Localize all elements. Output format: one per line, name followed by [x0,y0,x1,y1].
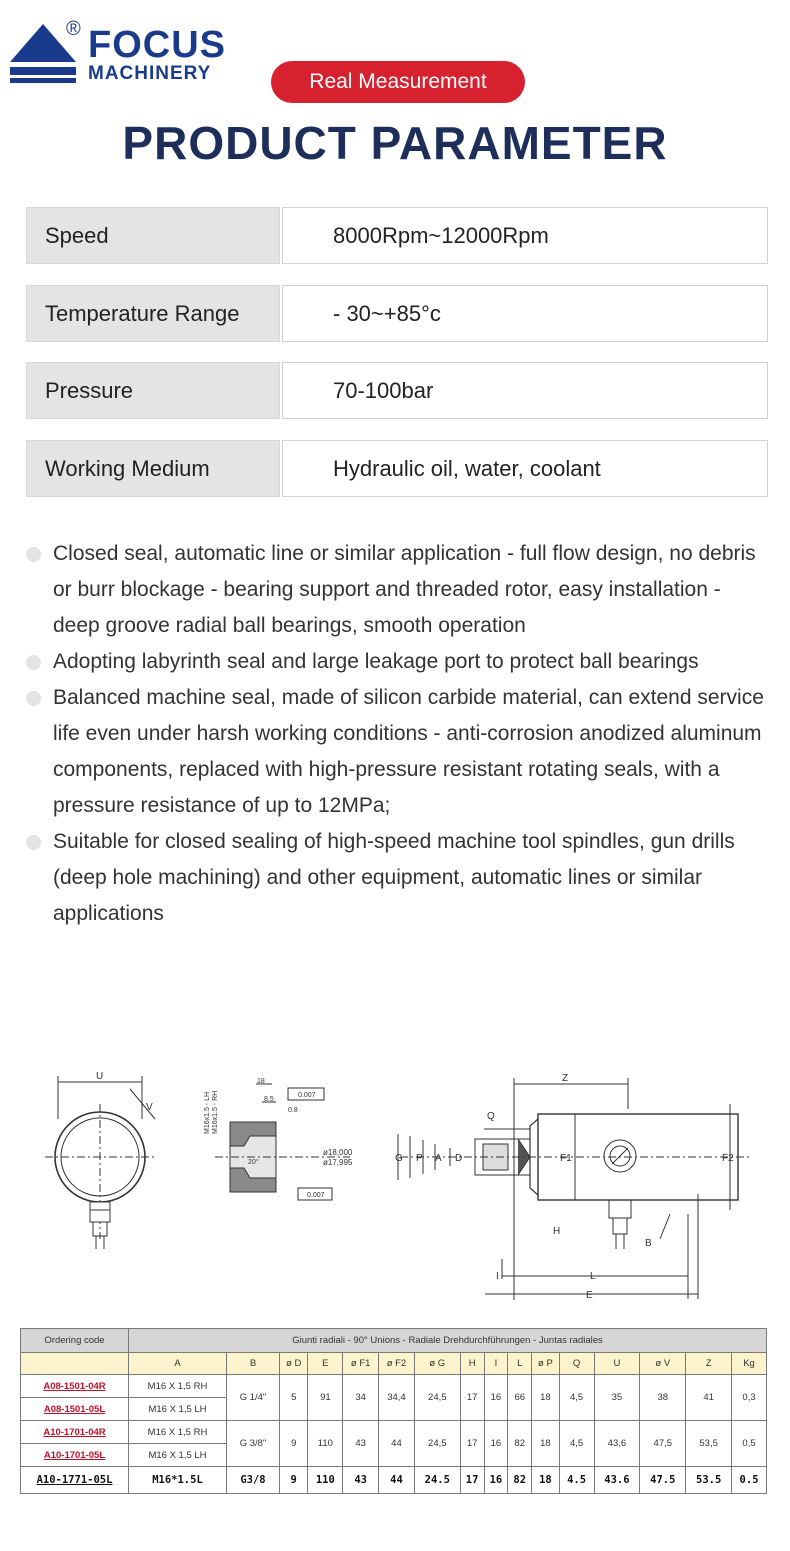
svg-text:M16x1.5 - RH: M16x1.5 - RH [212,1090,219,1134]
table-cell: 4,5 [559,1375,594,1421]
table-cell: 17 [460,1467,484,1494]
table-cell: 53.5 [686,1467,732,1494]
param-value: Hydraulic oil, water, coolant [282,440,768,497]
bullet-dot-icon [26,547,41,562]
svg-text:0.007: 0.007 [298,1092,316,1099]
column-header: ø D [280,1353,308,1375]
param-row-pressure [26,362,768,419]
feature-item: Suitable for closed sealing of high-speed machine tool spindles, gun drills (deep hole machining) and other equipment, automatic lines or similar applications [24,824,764,932]
side-section-view [395,1073,752,1301]
svg-text:E: E [586,1290,593,1301]
column-header: I [484,1353,508,1375]
param-value: 8000Rpm~12000Rpm [282,207,768,264]
table-cell: 24,5 [414,1421,460,1467]
ordering-code-link[interactable]: A08-1501-04R [21,1375,129,1398]
feature-item: Closed seal, automatic line or similar application - full flow design, no debris or burr blockage - bearing support and threaded rotor, easy installation - deep groove radial ball bearings, smooth operation [24,536,764,644]
table-cell: 44 [379,1421,415,1467]
feature-item: Balanced machine seal, made of silicon carbide material, can extend service life even under harsh working conditions - anti-corrosion anodized aluminum components, replaced with high-pressure resistant rotating seals, with a pressure resistance of up to 12MPa; [24,680,764,824]
feature-item: Adopting labyrinth seal and large leakage port to protect ball bearings [24,644,764,680]
page-title: PRODUCT PARAMETER [122,117,668,169]
column-header: ø P [532,1353,560,1375]
table-cell: 18 [532,1375,560,1421]
table-cell: 16 [484,1375,508,1421]
table-cell: 0,3 [732,1375,767,1421]
table-cell: 9 [280,1421,308,1467]
table-cell: 16 [484,1467,508,1494]
table-cell: 18 [532,1421,560,1467]
bullet-dot-icon [26,691,41,706]
svg-text:18: 18 [257,1078,265,1085]
column-header: Z [686,1353,732,1375]
table-cell: 24,5 [414,1375,460,1421]
table-cell: M16 X 1,5 RH [129,1421,227,1444]
table-cell: 82 [508,1421,532,1467]
table-cell: 0,5 [732,1421,767,1467]
brand-subname: MACHINERY [88,63,212,84]
svg-text:L: L [590,1271,596,1282]
ordering-code-header: Ordering code [21,1329,129,1353]
column-header: ø F1 [343,1353,379,1375]
svg-text:20°: 20° [248,1159,259,1166]
table-cell: 34,4 [379,1375,415,1421]
svg-text:B: B [645,1238,652,1249]
ordering-code-link[interactable]: A10-1701-05L [21,1444,129,1467]
real-measurement-badge: Real Measurement [271,61,525,103]
svg-text:G: G [395,1153,403,1164]
param-row-temperature [26,285,768,342]
param-row-speed [26,207,768,264]
table-cell: 35 [594,1375,640,1421]
table-cell: M16 X 1,5 RH [129,1375,227,1398]
table-cell: 4.5 [559,1467,594,1494]
param-label: Pressure [26,362,280,419]
svg-text:F2: F2 [722,1153,734,1164]
ordering-spec-table [20,1328,767,1494]
table-cell: 9 [280,1467,308,1494]
svg-text:ø18,000: ø18,000 [323,1148,353,1157]
param-value: 70-100bar [282,362,768,419]
column-header: ø G [414,1353,460,1375]
table-cell: M16*1.5L [129,1467,227,1494]
column-header: B [227,1353,280,1375]
svg-text:Z: Z [562,1073,569,1084]
svg-text:I: I [496,1271,499,1282]
table-cell: G 3/8" [227,1421,280,1467]
table-cell: G 1/4" [227,1375,280,1421]
table-cell: 16 [484,1421,508,1467]
table-cell: 5 [280,1375,308,1421]
table-cell: 47.5 [640,1467,686,1494]
table-group-header: Giunti radiali - 90° Unions - Radiale Drehdurchführungen - Juntas radiales [129,1329,767,1353]
feature-list [24,536,764,932]
table-cell: 43 [343,1467,379,1494]
brand-name: FOCUS [88,24,226,66]
table-cell: 17 [460,1375,484,1421]
svg-text:M16x1.5 - LH: M16x1.5 - LH [204,1091,211,1134]
param-label: Temperature Range [26,285,280,342]
table-cell: 43 [343,1421,379,1467]
technical-drawing [30,1064,770,1309]
svg-text:P: P [416,1153,423,1164]
front-view [45,1071,155,1249]
svg-text:H: H [553,1226,561,1237]
table-cell: 110 [308,1467,343,1494]
svg-text:D: D [455,1153,463,1164]
svg-text:0.8: 0.8 [288,1107,298,1114]
table-cell: 43,6 [594,1421,640,1467]
table-cell: 41 [686,1375,732,1421]
param-label: Speed [26,207,280,264]
table-cell: 43.6 [594,1467,640,1494]
svg-text:8.5: 8.5 [264,1096,274,1103]
brand-logo [8,18,253,88]
param-label: Working Medium [26,440,280,497]
column-header: E [308,1353,343,1375]
table-row [21,1421,767,1444]
table-cell: M16 X 1,5 LH [129,1398,227,1421]
bullet-dot-icon [26,835,41,850]
registered-mark: ® [66,18,81,40]
table-cell: 4,5 [559,1421,594,1467]
table-cell: 44 [379,1467,415,1494]
table-cell: 38 [640,1375,686,1421]
shaft-detail-view [204,1078,353,1200]
table-cell: 0.5 [732,1467,767,1494]
table-cell: 66 [508,1375,532,1421]
table-cell: 47,5 [640,1421,686,1467]
table-cell: 91 [308,1375,343,1421]
column-header-row [21,1353,767,1375]
column-header: A [129,1353,227,1375]
ordering-code-link[interactable]: A10-1771-05L [21,1467,129,1494]
param-row-medium [26,440,768,497]
svg-text:Q: Q [487,1111,495,1122]
table-cell: 24.5 [414,1467,460,1494]
table-cell: M16 X 1,5 LH [129,1444,227,1467]
table-cell: 53,5 [686,1421,732,1467]
column-header: Kg [732,1353,767,1375]
column-header: L [508,1353,532,1375]
table-cell: 34 [343,1375,379,1421]
svg-text:U: U [96,1071,104,1082]
table-cell: 82 [508,1467,532,1494]
column-header: ø V [640,1353,686,1375]
table-row [21,1467,767,1494]
table-cell: 17 [460,1421,484,1467]
svg-text:0.007: 0.007 [307,1192,325,1199]
svg-text:A: A [435,1153,442,1164]
column-header: U [594,1353,640,1375]
table-cell: G3/8 [227,1467,280,1494]
table-cell: 110 [308,1421,343,1467]
ordering-code-link[interactable]: A08-1501-05L [21,1398,129,1421]
svg-text:ø17,995: ø17,995 [323,1158,353,1167]
column-header: ø F2 [379,1353,415,1375]
svg-text:F1: F1 [560,1153,572,1164]
bullet-dot-icon [26,655,41,670]
table-row [21,1375,767,1398]
column-header: H [460,1353,484,1375]
column-header: Q [559,1353,594,1375]
ordering-code-link[interactable]: A10-1701-04R [21,1421,129,1444]
table-cell: 18 [532,1467,560,1494]
param-value: - 30~+85°c [282,285,768,342]
svg-text:V: V [146,1102,153,1113]
